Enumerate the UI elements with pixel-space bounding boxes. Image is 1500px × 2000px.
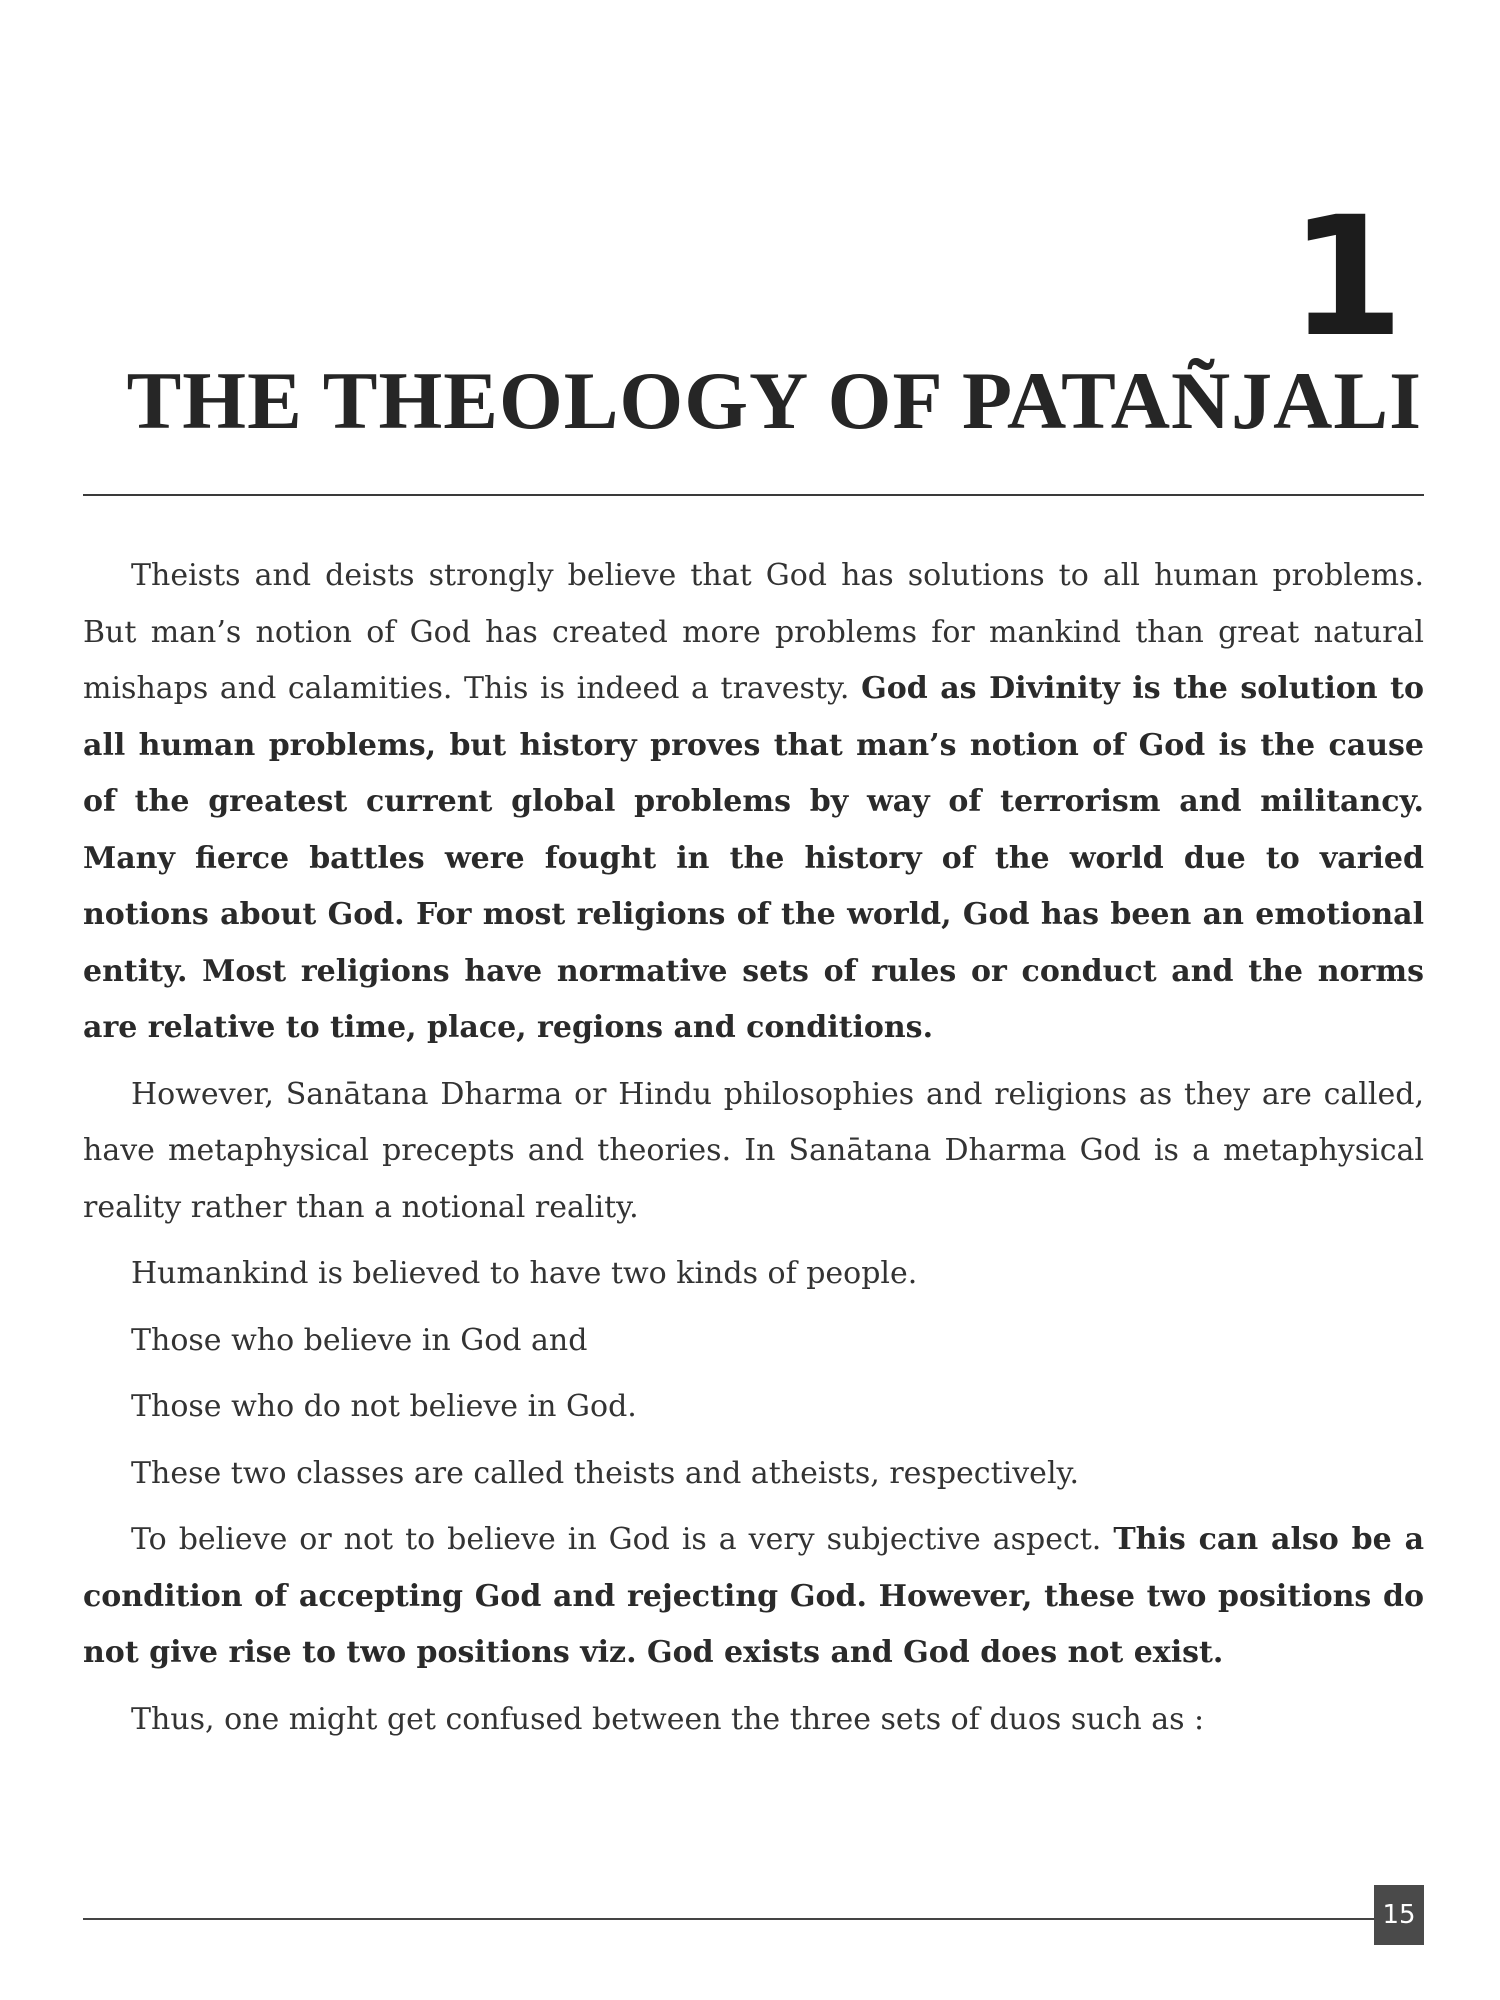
text-run: These two classes are called theists and atheists, respectively. (131, 1455, 1080, 1491)
chapter-number: 1 (1289, 181, 1400, 373)
paragraph (83, 1379, 1424, 1436)
paragraph (83, 1246, 1424, 1303)
text-run: Those who believe in God and (131, 1322, 588, 1358)
text-run: Those who do not believe in God. (131, 1389, 637, 1424)
text-run: However, Sanātana Dharma or Hindu philosophies and religions as they are called, have metaphysical precepts and theories. In Sanātana Dharma God is a metaphysical reality rather than a notional reality. (83, 1076, 1424, 1225)
text-run: Thus, one might get confused between the three sets of duos such as : (131, 1701, 1205, 1737)
paragraph (83, 1446, 1424, 1503)
text-run: To believe or not to believe in God is a very subjective aspect. (131, 1522, 1114, 1557)
text-run: Theists and deists strongly believe that God has solutions to all human problems. But man’s notion of God has created more problems for mankind than great natural mishaps and calamities. This is indeed a travesty. (83, 558, 1424, 706)
bold-text-run: This can also be a condition of accepting God and rejecting God. However, these two positions do not give rise to two positions viz. God exists and God does not exist. (83, 1522, 1425, 1670)
paragraph (83, 1313, 1424, 1370)
paragraph (83, 1067, 1424, 1237)
chapter-title: THE THEOLOGY OF PATAÑJALI (126, 355, 1422, 446)
paragraph (83, 548, 1424, 1057)
paragraph (83, 1512, 1424, 1682)
paragraph (83, 1692, 1424, 1749)
text-run: Humankind is believed to have two kinds of people. (131, 1256, 918, 1291)
footer-divider (83, 1918, 1374, 1920)
bold-text-run: God as Divinity is the solution to all human problems, but history proves that man’s notion of God is the cause of the greatest current global problems by way of terrorism and militancy. Many fierce battles were fought in the history of the world due to varied notions about God. For most religions of the world, God has been an emotional entity. Most religions have normative sets of rules or conduct and the norms are relative to time, place, regions and conditions. (83, 671, 1424, 1045)
page-number: 15 (1374, 1885, 1424, 1945)
title-divider (83, 494, 1424, 496)
chapter-body (83, 548, 1424, 1758)
